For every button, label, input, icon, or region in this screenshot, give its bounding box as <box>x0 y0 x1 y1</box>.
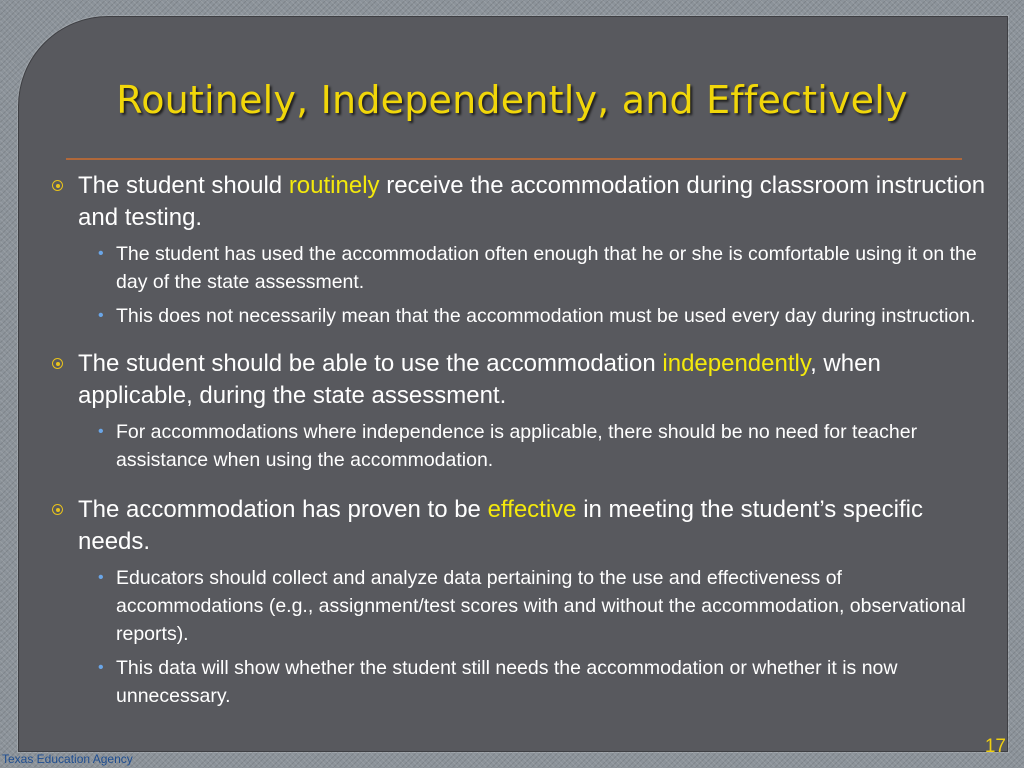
bullet-text: The student should be able to use the accommodation <box>78 350 663 377</box>
dot-bullet-icon: • <box>98 659 104 676</box>
bullet-routinely <box>48 170 988 234</box>
bullet-text: The student should <box>78 172 289 199</box>
sub-bullet-text: This data will show whether the student still needs the accommodation or whether it is now unnecessary. <box>116 657 898 707</box>
circle-bullet-icon <box>52 180 63 191</box>
highlight-word: independently <box>662 350 811 377</box>
sub-bullet-text: For accommodations where independence is applicable, there should be no need for teacher assistance when using the accommodation. <box>116 421 918 471</box>
footer-agency: Texas Education Agency <box>2 752 133 766</box>
circle-bullet-icon <box>52 504 63 515</box>
bullet-text: receive the accommodation during classroom instruction and testing. <box>78 172 986 231</box>
dot-bullet-icon: • <box>98 307 104 324</box>
sub-bullet <box>48 654 988 710</box>
title-divider <box>66 158 962 160</box>
sub-bullet <box>48 240 988 296</box>
bullet-independently <box>48 348 988 412</box>
page-number: 17 <box>984 736 1006 757</box>
bullet-text: , when applicable, during the state assessment. <box>78 350 881 409</box>
dot-bullet-icon: • <box>98 569 104 586</box>
sub-bullet <box>48 418 988 474</box>
highlight-word: routinely <box>288 172 380 199</box>
bullet-effectively <box>48 494 988 558</box>
dot-bullet-icon: • <box>98 245 104 262</box>
sub-bullet-text: The student has used the accommodation often enough that he or she is comfortable using it on the day of the state assessment. <box>116 243 977 293</box>
sub-bullet-text: This does not necessarily mean that the accommodation must be used every day during instruction. <box>116 305 976 327</box>
sub-bullet <box>48 564 988 648</box>
dot-bullet-icon: • <box>98 423 104 440</box>
bullet-text: The accommodation has proven to be <box>78 496 488 523</box>
highlight-word: effective <box>487 496 577 523</box>
slide-content <box>48 170 988 710</box>
circle-bullet-icon <box>52 358 63 369</box>
sub-bullet <box>48 302 988 330</box>
bullet-text: in meeting the student’s specific needs. <box>78 496 923 555</box>
slide-title: Routinely, Independently, and Effectively <box>116 78 908 122</box>
sub-bullet-text: Educators should collect and analyze data pertaining to the use and effectiveness of accommodations (e.g., assignment/test scores with and without the accommodation, observational reports). <box>116 567 966 645</box>
